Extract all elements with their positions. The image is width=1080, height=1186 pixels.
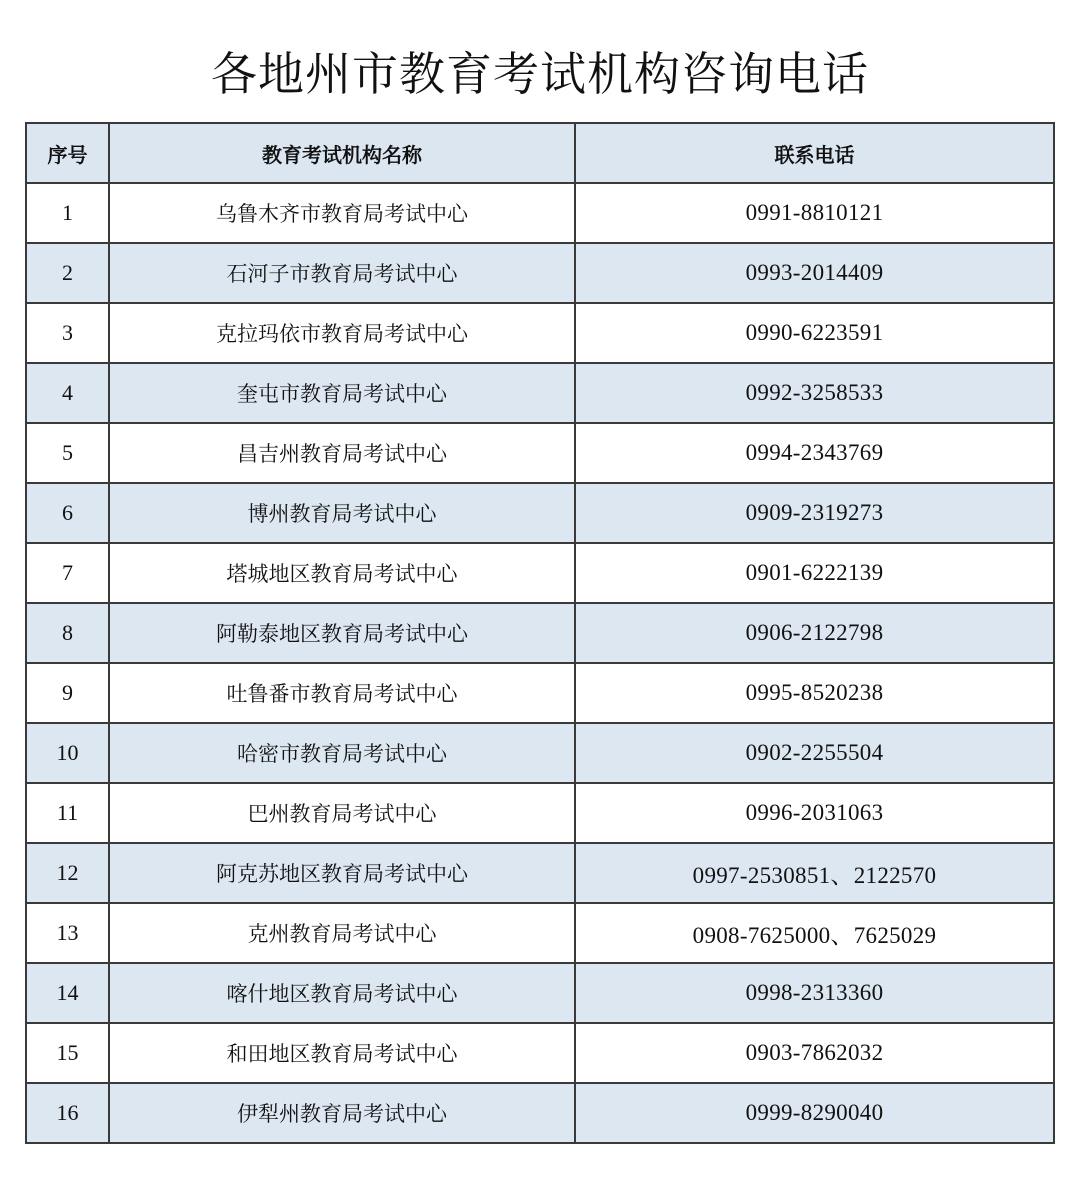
- row-phone: 0901-6222139: [575, 543, 1054, 603]
- row-phone: 0909-2319273: [575, 483, 1054, 543]
- row-index: 14: [26, 963, 109, 1023]
- page-title: 各地州市教育考试机构咨询电话: [211, 47, 869, 101]
- row-org-name: 阿克苏地区教育局考试中心: [109, 843, 575, 903]
- row-index: 10: [26, 723, 109, 783]
- row-org-name: 和田地区教育局考试中心: [109, 1023, 575, 1083]
- header-name: 教育考试机构名称: [109, 123, 575, 183]
- row-org-name: 塔城地区教育局考试中心: [109, 543, 575, 603]
- table-row: [26, 423, 1054, 483]
- row-index: 12: [26, 843, 109, 903]
- table-row: [26, 303, 1054, 363]
- row-index: 15: [26, 1023, 109, 1083]
- table-row: [26, 723, 1054, 783]
- row-org-name: 奎屯市教育局考试中心: [109, 363, 575, 423]
- row-index: 2: [26, 243, 109, 303]
- row-index: 7: [26, 543, 109, 603]
- row-phone: 0906-2122798: [575, 603, 1054, 663]
- table-header: [26, 123, 1054, 183]
- table-row: [26, 663, 1054, 723]
- row-index: 11: [26, 783, 109, 843]
- table-row: [26, 363, 1054, 423]
- row-org-name: 博州教育局考试中心: [109, 483, 575, 543]
- table-row: [26, 783, 1054, 843]
- row-phone: 0990-6223591: [575, 303, 1054, 363]
- header-index: 序号: [26, 123, 109, 183]
- table-row: [26, 963, 1054, 1023]
- row-index: 1: [26, 183, 109, 243]
- row-phone: 0999-8290040: [575, 1083, 1054, 1143]
- row-phone: 0995-8520238: [575, 663, 1054, 723]
- row-org-name: 乌鲁木齐市教育局考试中心: [109, 183, 575, 243]
- row-index: 6: [26, 483, 109, 543]
- row-phone: 0991-8810121: [575, 183, 1054, 243]
- row-org-name: 克拉玛依市教育局考试中心: [109, 303, 575, 363]
- row-phone: 0903-7862032: [575, 1023, 1054, 1083]
- row-index: 5: [26, 423, 109, 483]
- row-index: 4: [26, 363, 109, 423]
- row-org-name: 巴州教育局考试中心: [109, 783, 575, 843]
- row-org-name: 阿勒泰地区教育局考试中心: [109, 603, 575, 663]
- row-index: 3: [26, 303, 109, 363]
- header-row: [26, 123, 1054, 183]
- table-row: [26, 543, 1054, 603]
- row-org-name: 伊犁州教育局考试中心: [109, 1083, 575, 1143]
- row-org-name: 哈密市教育局考试中心: [109, 723, 575, 783]
- row-phone: 0992-3258533: [575, 363, 1054, 423]
- contact-table: [25, 122, 1055, 1144]
- table-row: [26, 483, 1054, 543]
- row-org-name: 克州教育局考试中心: [109, 903, 575, 963]
- row-phone: 0998-2313360: [575, 963, 1054, 1023]
- row-phone: 0908-7625000、7625029: [575, 903, 1054, 963]
- header-phone: 联系电话: [575, 123, 1054, 183]
- table-row: [26, 183, 1054, 243]
- row-index: 13: [26, 903, 109, 963]
- row-index: 16: [26, 1083, 109, 1143]
- row-org-name: 吐鲁番市教育局考试中心: [109, 663, 575, 723]
- row-phone: 0994-2343769: [575, 423, 1054, 483]
- table-row: [26, 903, 1054, 963]
- row-org-name: 喀什地区教育局考试中心: [109, 963, 575, 1023]
- table-row: [26, 1023, 1054, 1083]
- table-row: [26, 1083, 1054, 1143]
- row-org-name: 昌吉州教育局考试中心: [109, 423, 575, 483]
- row-phone: 0902-2255504: [575, 723, 1054, 783]
- row-phone: 0997-2530851、2122570: [575, 843, 1054, 903]
- table-row: [26, 243, 1054, 303]
- row-index: 8: [26, 603, 109, 663]
- table-body: [26, 183, 1054, 1143]
- row-phone: 0996-2031063: [575, 783, 1054, 843]
- row-phone: 0993-2014409: [575, 243, 1054, 303]
- table-row: [26, 603, 1054, 663]
- row-org-name: 石河子市教育局考试中心: [109, 243, 575, 303]
- table-row: [26, 843, 1054, 903]
- row-index: 9: [26, 663, 109, 723]
